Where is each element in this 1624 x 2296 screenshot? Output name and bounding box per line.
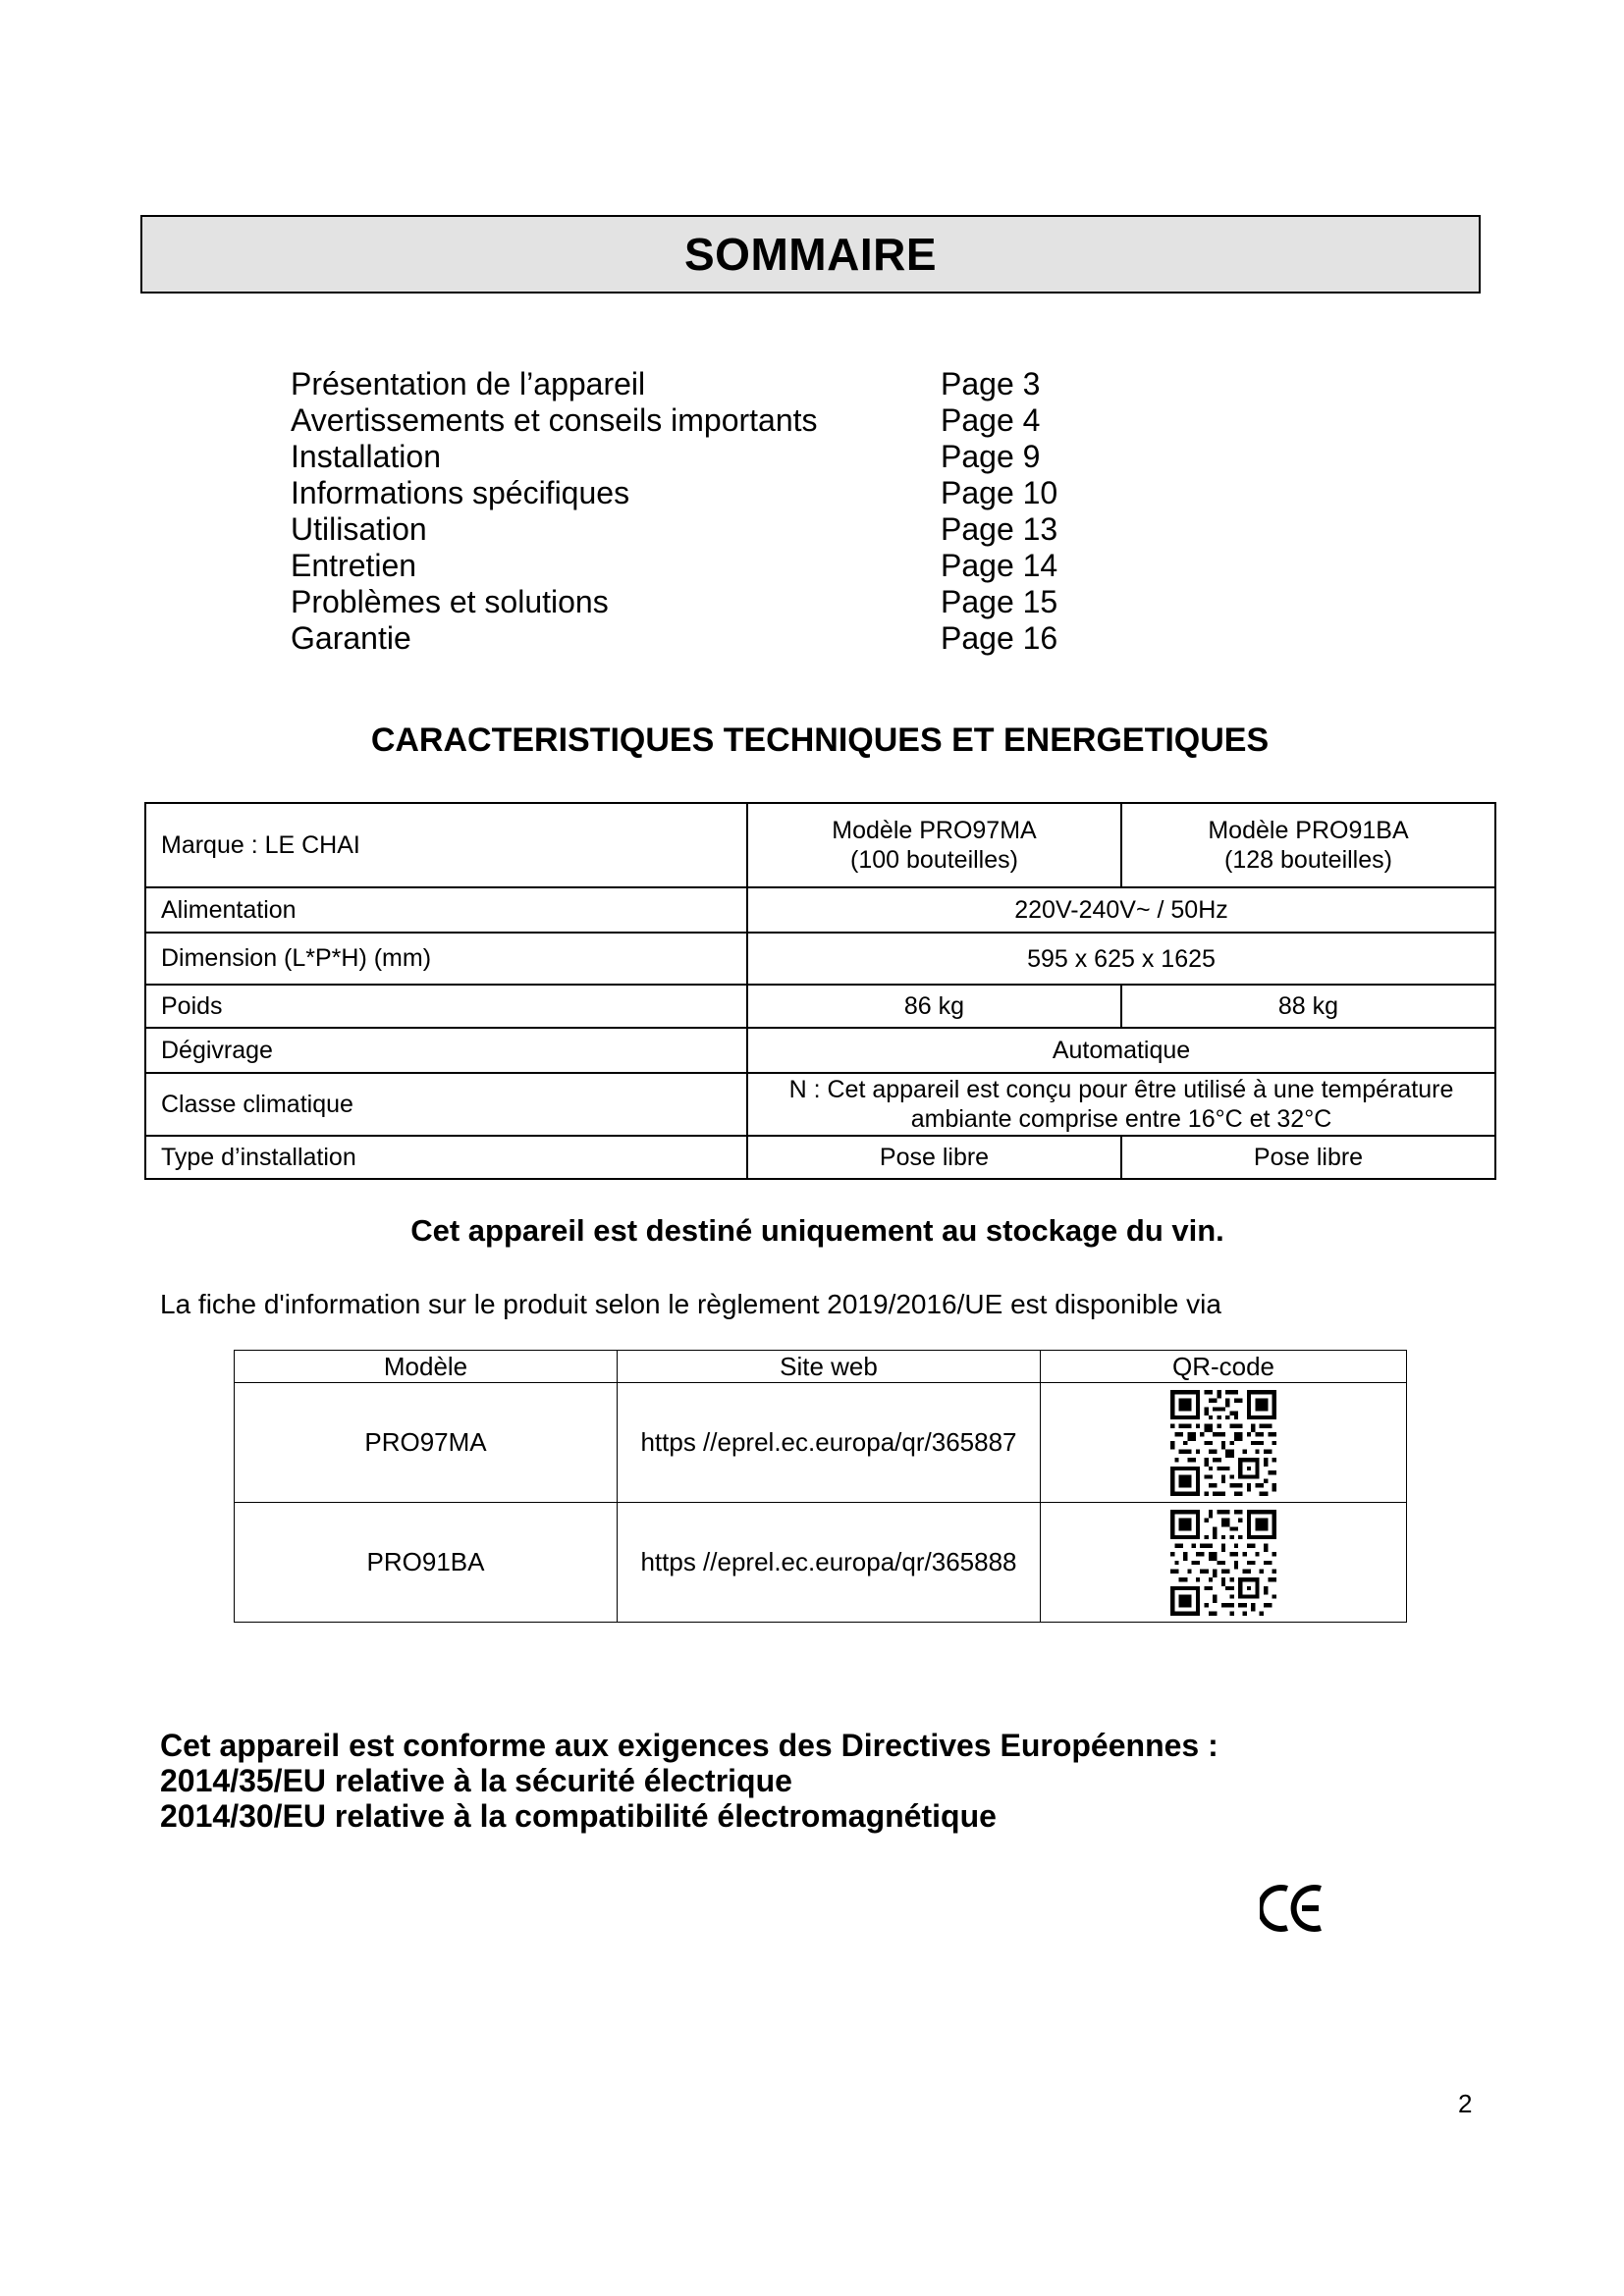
toc-entry-label: Utilisation <box>291 511 427 547</box>
table-row <box>145 887 1495 933</box>
header-model: Modèle <box>235 1351 618 1383</box>
table-row <box>145 803 1495 887</box>
header-site: Site web <box>618 1351 1041 1383</box>
toc-entry-page: Page 15 <box>941 584 1058 619</box>
ce-mark-icon <box>1260 1883 1330 1934</box>
sommaire-header-box <box>140 215 1481 294</box>
row-label: Classe climatique <box>145 1073 747 1136</box>
table-of-contents <box>291 366 1174 657</box>
table-row <box>235 1503 1407 1623</box>
toc-entry-page: Page 9 <box>941 439 1041 474</box>
eprel-model: PRO91BA <box>235 1503 618 1623</box>
row-label: Dimension (L*P*H) (mm) <box>145 933 747 985</box>
model1-name: Modèle PRO97MA <box>832 817 1037 844</box>
toc-entry <box>291 584 1174 620</box>
toc-entry-label: Présentation de l’appareil <box>291 366 646 401</box>
tech-specs-table <box>144 802 1496 1180</box>
toc-entry <box>291 439 1174 475</box>
toc-entry <box>291 620 1174 657</box>
brand-cell: Marque : LE CHAI <box>145 803 747 887</box>
toc-entry-page: Page 13 <box>941 511 1058 547</box>
classe-value <box>747 1073 1495 1136</box>
dimension-value: 595 x 625 x 1625 <box>747 933 1495 985</box>
conformity-line: Cet appareil est conforme aux exigences des Directives Européennes : <box>160 1728 1218 1763</box>
toc-entry-label: Informations spécifiques <box>291 475 630 510</box>
toc-entry-label: Problèmes et solutions <box>291 584 609 619</box>
model1-capacity: (100 bouteilles) <box>850 846 1018 874</box>
conformity-line: 2014/35/EU relative à la sécurité électrique <box>160 1763 792 1798</box>
toc-entry-page: Page 14 <box>941 548 1058 583</box>
conformity-line: 2014/30/EU relative à la compatibilité électromagnétique <box>160 1798 997 1834</box>
poids-value-model2: 88 kg <box>1121 985 1495 1028</box>
table-row <box>145 1073 1495 1136</box>
table-row <box>145 1028 1495 1073</box>
header-qr: QR-code <box>1041 1351 1407 1383</box>
toc-entry-page: Page 16 <box>941 620 1058 656</box>
degivrage-value: Automatique <box>747 1028 1495 1073</box>
eprel-table <box>234 1350 1407 1623</box>
qr-cell <box>1041 1383 1407 1503</box>
toc-entry-label: Installation <box>291 439 441 474</box>
product-info-line: La fiche d'information sur le produit selon le règlement 2019/2016/UE est disponible via <box>160 1289 1221 1319</box>
table-header-row <box>235 1351 1407 1383</box>
qr-cell <box>1041 1503 1407 1623</box>
toc-entry <box>291 475 1174 511</box>
toc-entry <box>291 366 1174 402</box>
row-label: Poids <box>145 985 747 1028</box>
toc-entry-label: Garantie <box>291 620 411 656</box>
page-number: 2 <box>1458 2089 1473 2118</box>
toc-entry-page: Page 4 <box>941 402 1041 438</box>
installation-value-model2: Pose libre <box>1121 1136 1495 1179</box>
toc-entry <box>291 548 1174 584</box>
installation-value-model1: Pose libre <box>747 1136 1121 1179</box>
tech-section-title: CARACTERISTIQUES TECHNIQUES ET ENERGETIQUES <box>370 721 1270 759</box>
row-label: Dégivrage <box>145 1028 747 1073</box>
model1-header-cell <box>747 803 1121 887</box>
table-row <box>145 1136 1495 1179</box>
alimentation-value: 220V-240V~ / 50Hz <box>747 887 1495 933</box>
model2-name: Modèle PRO91BA <box>1208 817 1409 844</box>
toc-entry-page: Page 10 <box>941 475 1058 510</box>
table-row <box>145 985 1495 1028</box>
qr-code-icon[interactable] <box>1170 1510 1276 1616</box>
conformity-statement <box>160 1728 1218 1834</box>
poids-value-model1: 86 kg <box>747 985 1121 1028</box>
toc-entry <box>291 511 1174 548</box>
eprel-url[interactable]: https //eprel.ec.europa/qr/365887 <box>618 1383 1041 1503</box>
classe-value-line2: ambiante comprise entre 16°C et 32°C <box>910 1105 1332 1133</box>
toc-entry <box>291 402 1174 439</box>
classe-value-line1: N : Cet appareil est conçu pour être utilisé à une température <box>788 1076 1454 1103</box>
toc-entry-page: Page 3 <box>941 366 1041 401</box>
sommaire-title: SOMMAIRE <box>684 229 937 280</box>
qr-code-icon[interactable] <box>1170 1390 1276 1496</box>
toc-entry-label: Avertissements et conseils importants <box>291 402 818 438</box>
row-label: Alimentation <box>145 887 747 933</box>
model2-header-cell <box>1121 803 1495 887</box>
eprel-model: PRO97MA <box>235 1383 618 1503</box>
row-label: Type d’installation <box>145 1136 747 1179</box>
table-row <box>235 1383 1407 1503</box>
toc-entry-label: Entretien <box>291 548 417 583</box>
model2-capacity: (128 bouteilles) <box>1224 846 1392 874</box>
eprel-url[interactable]: https //eprel.ec.europa/qr/365888 <box>618 1503 1041 1623</box>
storage-note: Cet appareil est destiné uniquement au stockage du vin. <box>410 1213 1224 1248</box>
table-row <box>145 933 1495 985</box>
